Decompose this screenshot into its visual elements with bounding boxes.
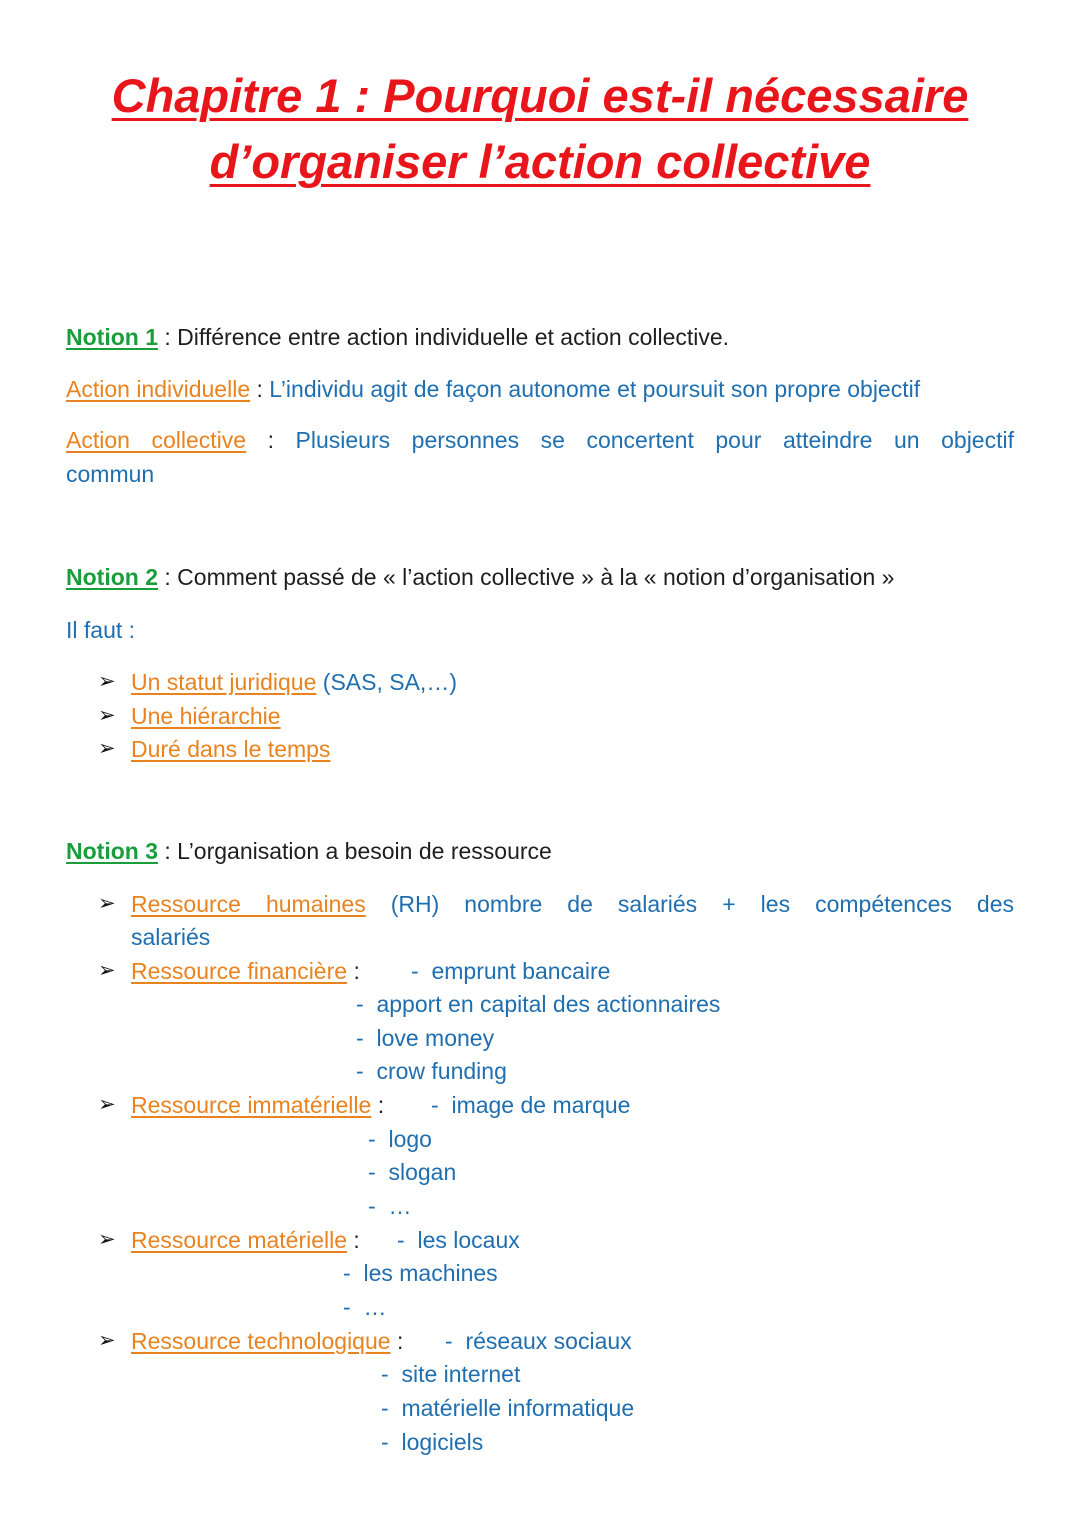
bullet-arrow-icon: ➢ [98, 1093, 116, 1116]
sub-list-item [368, 1124, 432, 1154]
bullet-arrow-icon: ➢ [98, 1329, 116, 1352]
item-text: crow funding [376, 1058, 507, 1084]
chapter-title-line-2: d’organiser l’action collective [209, 135, 871, 188]
action-collective-sep: : [246, 427, 296, 453]
sub-list-item [368, 1191, 411, 1221]
item-text: les machines [363, 1260, 498, 1286]
item-text: … [363, 1294, 387, 1320]
ressource-humaines-def-continued: salariés [131, 924, 211, 950]
sub-list-item [368, 1157, 456, 1187]
action-individuelle-term: Action individuelle [66, 376, 251, 402]
sub-list-item [381, 1359, 520, 1389]
dash: - [431, 1092, 439, 1118]
ressource-financiere-item [131, 956, 360, 986]
dash: - [343, 1260, 351, 1286]
item-text: love money [376, 1025, 495, 1051]
bullet-arrow-icon: ➢ [98, 1228, 116, 1251]
item-text: matérielle informatique [401, 1395, 635, 1421]
action-individuelle-def: L’individu agit de façon autonome et poursuit son propre objectif [269, 376, 921, 402]
ressource-immaterielle-sep: : [371, 1092, 385, 1118]
sub-list-item [431, 1090, 630, 1120]
sub-list-item [356, 989, 720, 1019]
notion-2-text: : Comment passé de « l’action collective » à la « notion d’organisation » [158, 564, 895, 590]
dash: - [368, 1159, 376, 1185]
action-collective-definition [66, 425, 1014, 455]
notion-1-heading [66, 322, 729, 352]
item-text: slogan [388, 1159, 457, 1185]
notion-3-heading [66, 836, 552, 866]
sub-list-item [445, 1326, 632, 1356]
ressource-humaines-item [131, 889, 1014, 919]
sub-list-item [343, 1258, 498, 1288]
dash: - [381, 1429, 389, 1455]
dash: - [381, 1395, 389, 1421]
notion-2-heading [66, 562, 894, 592]
dash: - [397, 1227, 405, 1253]
ressource-immaterielle-term: Ressource immatérielle [131, 1092, 372, 1118]
sub-list-item [356, 1023, 494, 1053]
sub-list-item [397, 1225, 520, 1255]
chapter-title-line-1: Chapitre 1 : Pourquoi est-il nécessaire [111, 69, 969, 122]
sub-list-item [356, 1056, 507, 1086]
sub-list-item [381, 1427, 483, 1457]
bullet-arrow-icon: ➢ [98, 670, 116, 693]
notion-2-label: Notion 2 [66, 564, 158, 590]
action-individuelle-sep: : [250, 376, 270, 402]
ressource-financiere-sep: : [347, 958, 360, 984]
list-item [131, 701, 281, 731]
item-text: logo [388, 1126, 432, 1152]
il-faut-label: Il faut : [66, 617, 136, 643]
statut-juridique-term: Un statut juridique [131, 669, 317, 695]
action-collective-term: Action collective [66, 427, 247, 453]
notion-3-text: : L’organisation a besoin de ressource [158, 838, 552, 864]
ressource-humaines-term: Ressource humaines [131, 891, 366, 917]
ressource-financiere-term: Ressource financière [131, 958, 348, 984]
dash: - [368, 1126, 376, 1152]
dash: - [381, 1361, 389, 1387]
list-item [131, 734, 330, 764]
ressource-materielle-term: Ressource matérielle [131, 1227, 348, 1253]
sub-list-item [343, 1292, 386, 1322]
action-individuelle-definition [66, 374, 920, 404]
bullet-arrow-icon: ➢ [98, 737, 116, 760]
ressource-materielle-item [131, 1225, 360, 1255]
notion-1-text: : Différence entre action individuelle et action collective. [158, 324, 730, 350]
ressource-technologique-term: Ressource technologique [131, 1328, 391, 1354]
item-text: logiciels [401, 1429, 484, 1455]
action-collective-def-continued: commun [66, 461, 155, 487]
item-text: site internet [401, 1361, 521, 1387]
item-text: … [388, 1193, 412, 1219]
item-text: image de marque [451, 1092, 631, 1118]
dash: - [411, 958, 419, 984]
hierarchie-term: Une hiérarchie [131, 703, 281, 729]
dash: - [445, 1328, 453, 1354]
bullet-arrow-icon: ➢ [98, 959, 116, 982]
ressource-materielle-sep: : [347, 1227, 360, 1253]
notion-3-label: Notion 3 [66, 838, 158, 864]
notion-1-label: Notion 1 [66, 324, 158, 350]
dash: - [356, 1025, 364, 1051]
ressource-immaterielle-item [131, 1090, 384, 1120]
sub-list-item [381, 1393, 634, 1423]
ressource-technologique-sep: : [390, 1328, 404, 1354]
ressource-humaines-def: (RH) nombre de salariés + les compétences des [390, 891, 1014, 917]
item-text: apport en capital des actionnaires [376, 991, 721, 1017]
bullet-arrow-icon: ➢ [98, 704, 116, 727]
dash: - [356, 1058, 364, 1084]
sub-list-item [411, 956, 610, 986]
item-text: les locaux [417, 1227, 520, 1253]
item-text: réseaux sociaux [465, 1328, 632, 1354]
item-text: emprunt bancaire [431, 958, 611, 984]
ressource-technologique-item [131, 1326, 403, 1356]
dash: - [356, 991, 364, 1017]
list-item [131, 667, 457, 697]
action-collective-def: Plusieurs personnes se concertent pour atteindre un objectif [295, 427, 1014, 453]
bullet-arrow-icon: ➢ [98, 892, 116, 915]
statut-juridique-extra: (SAS, SA,…) [316, 669, 457, 695]
duree-term: Duré dans le temps [131, 736, 331, 762]
dash: - [368, 1193, 376, 1219]
dash: - [343, 1294, 351, 1320]
